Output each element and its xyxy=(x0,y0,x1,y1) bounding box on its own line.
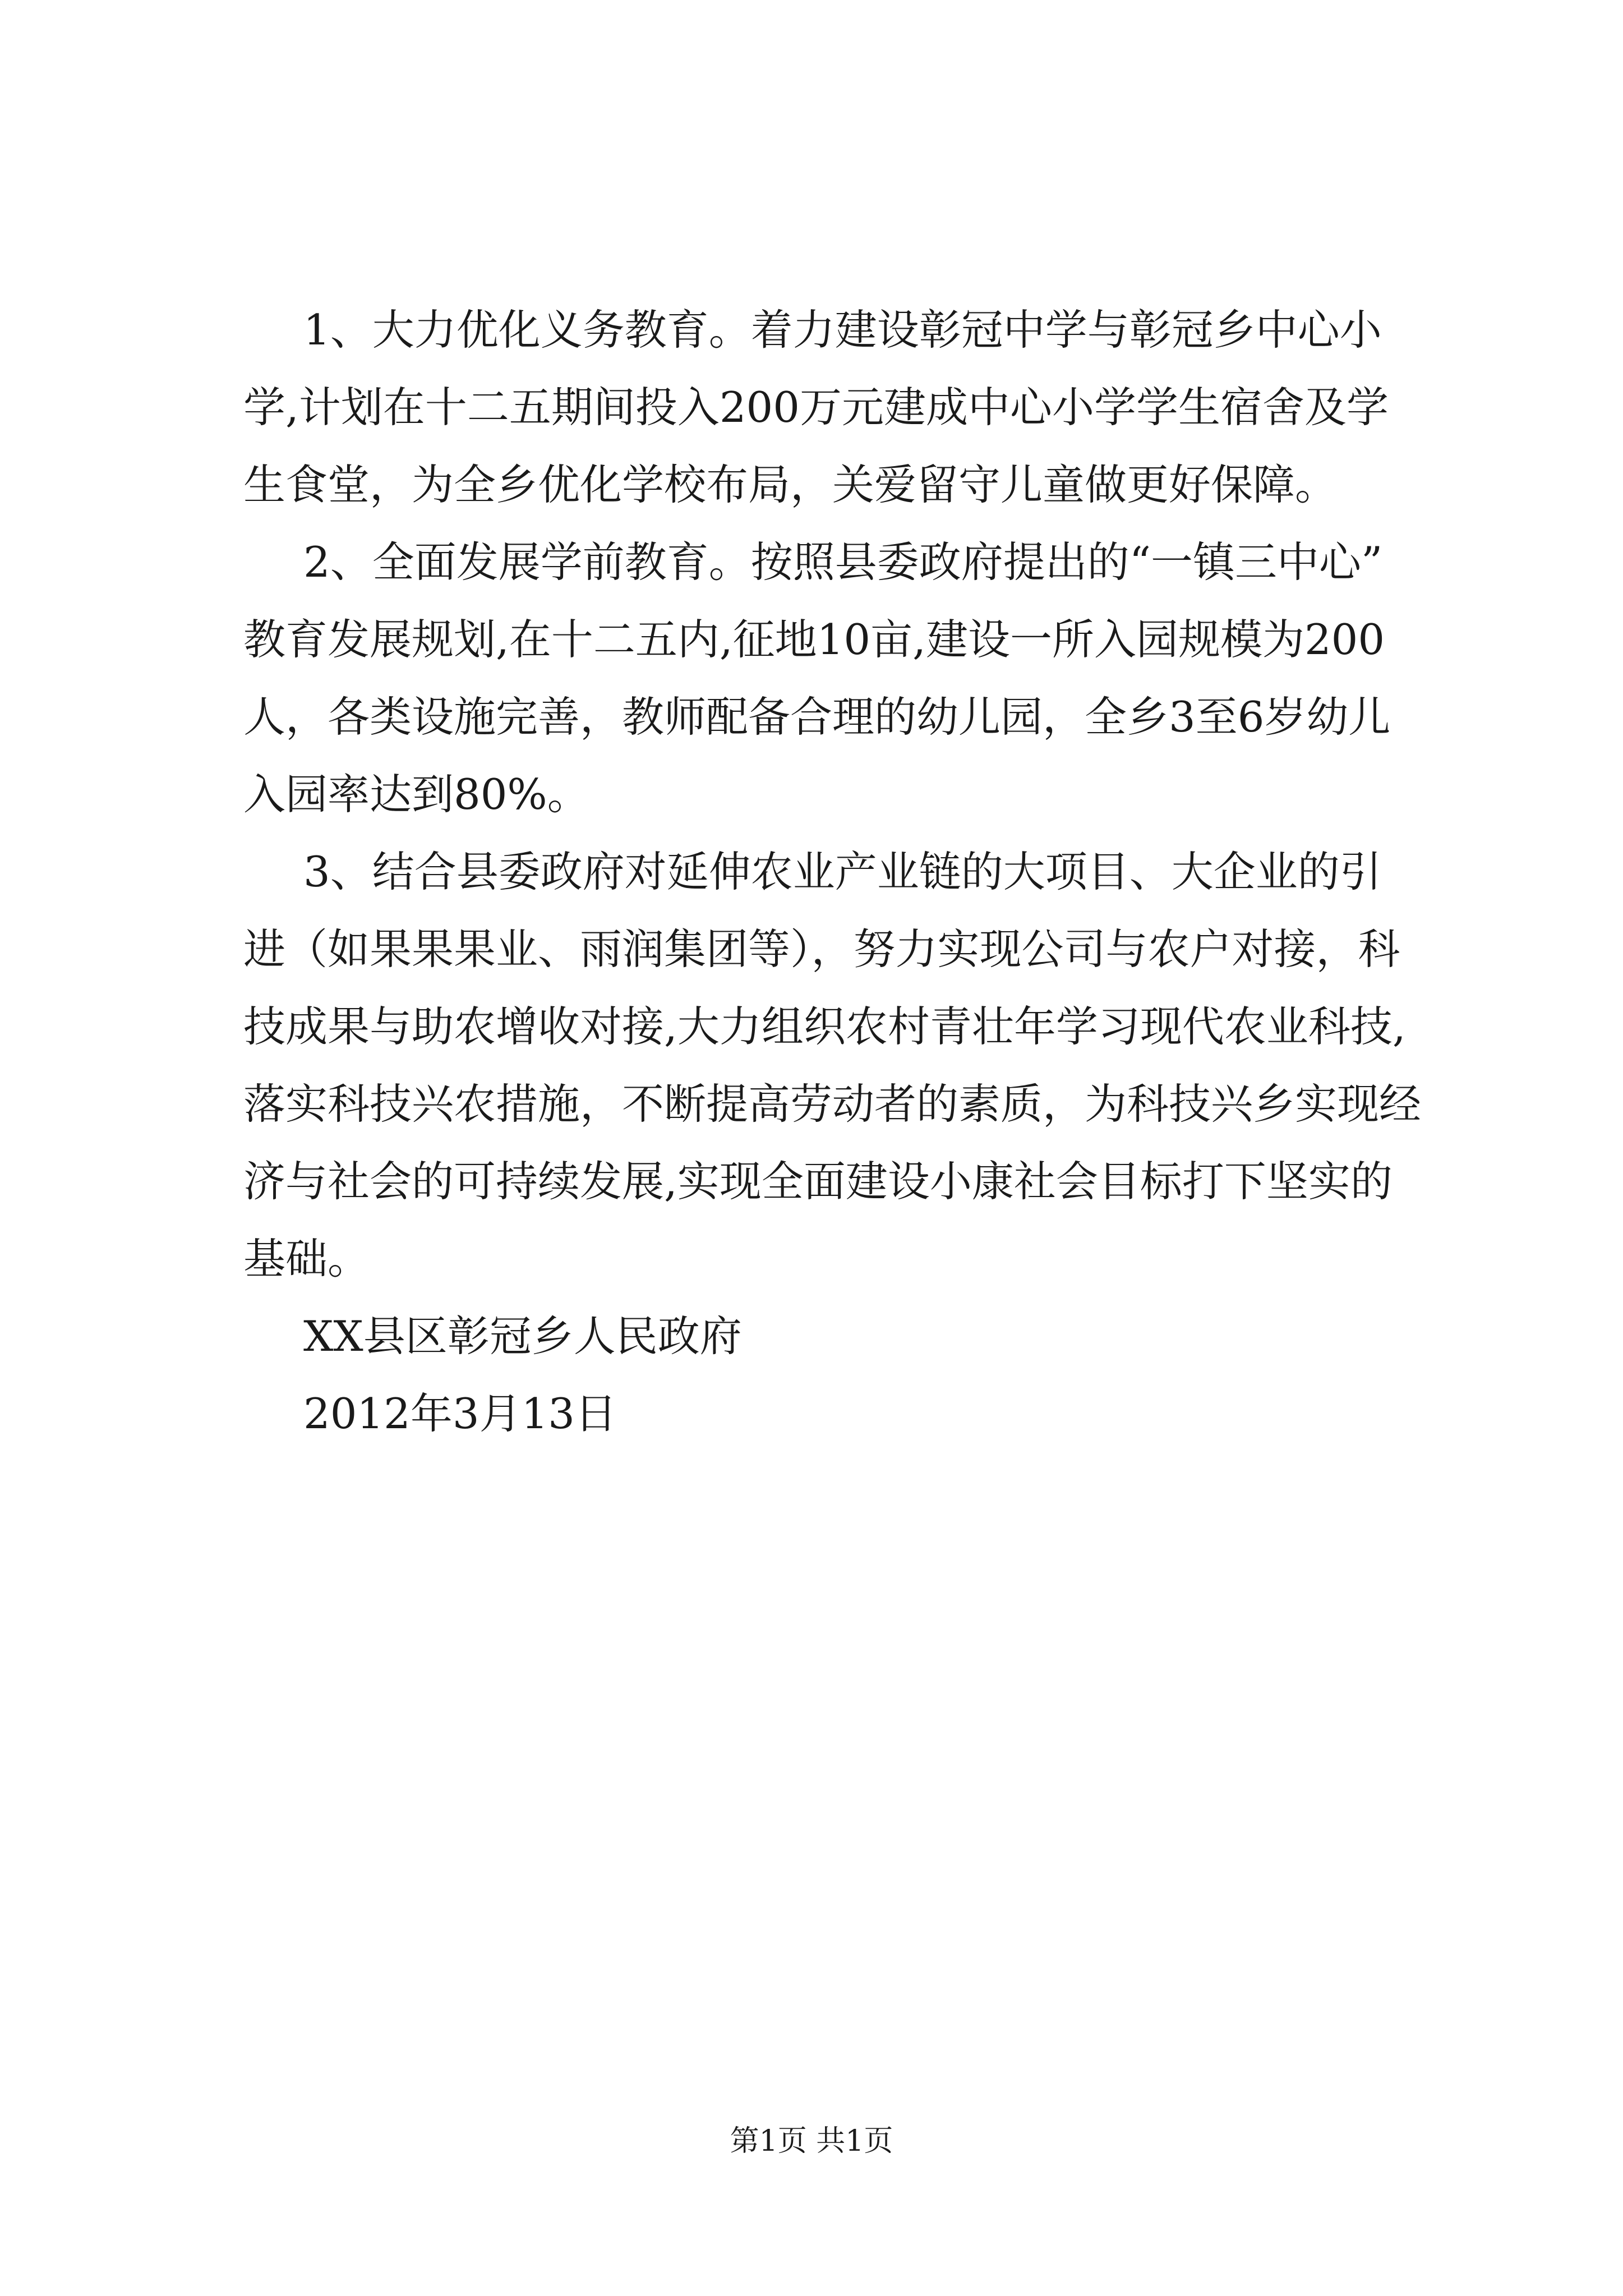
signature-org: XX县区彰冠乡人民政府 xyxy=(303,1312,742,1361)
paragraph-3-line-4: 落实科技兴农措施，不断提高劳动者的素质，为科技兴乡实现经 xyxy=(243,1079,1422,1129)
signature-date: 2012年3月13日 xyxy=(303,1389,617,1438)
paragraph-2-line-2: 教育发展规划,在十二五内,征地10亩,建设一所入园规模为200 xyxy=(243,615,1385,664)
paragraph-3-line-3: 技成果与助农增收对接,大力组织农村青壮年学习现代农业科技, xyxy=(243,1002,1406,1051)
paragraph-2-line-1: 2、全面发展学前教育。按照县委政府提出的“一镇三中心” xyxy=(303,537,1383,587)
paragraph-2-line-3: 人，各类设施完善，教师配备合理的幼儿园，全乡3至6岁幼儿 xyxy=(243,692,1391,742)
paragraph-3-line-6: 基础。 xyxy=(243,1234,370,1283)
paragraph-3-line-1: 3、结合县委政府对延伸农业产业链的大项目、大企业的引 xyxy=(303,847,1382,896)
paragraph-1-line-1: 1、大力优化义务教育。着力建设彰冠中学与彰冠乡中心小 xyxy=(303,305,1382,355)
paragraph-1-line-2: 学,计划在十二五期间投入200万元建成中心小学学生宿舍及学 xyxy=(243,383,1389,432)
paragraph-2-line-4: 入园率达到80%。 xyxy=(243,770,589,819)
paragraph-3-line-5: 济与社会的可持续发展,实现全面建设小康社会目标打下坚实的 xyxy=(243,1157,1393,1206)
page-footer: 第1页 共1页 xyxy=(730,2124,893,2158)
paragraph-3-line-2: 进（如果果果业、雨润集团等），努力实现公司与农户对接，科 xyxy=(243,924,1400,974)
paragraph-1-line-3: 生食堂，为全乡优化学校布局，关爱留守儿童做更好保障。 xyxy=(243,460,1338,509)
